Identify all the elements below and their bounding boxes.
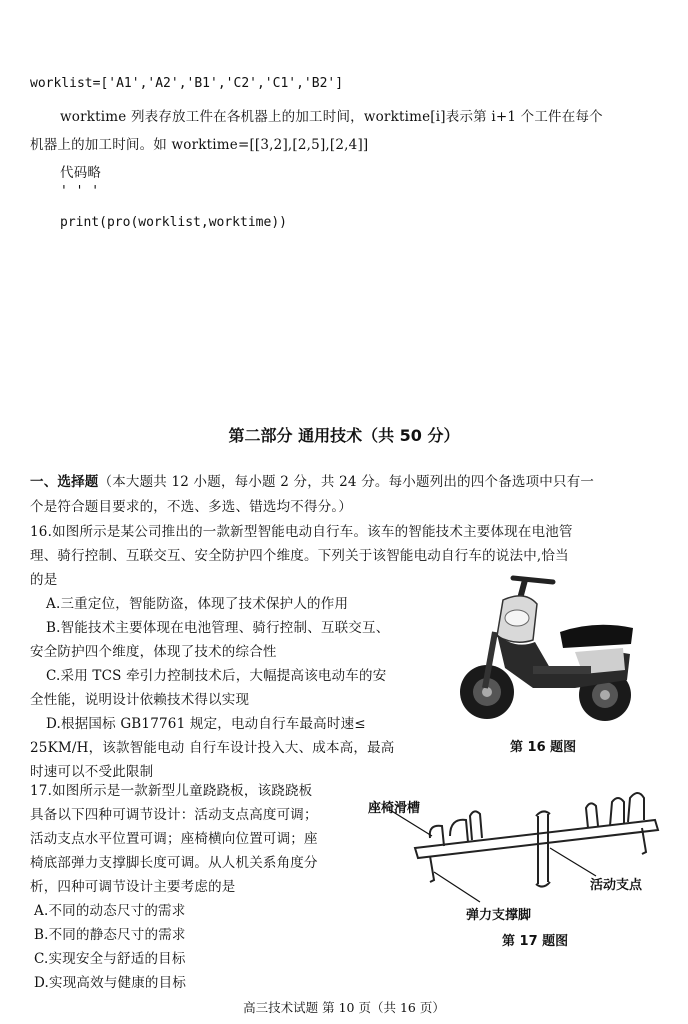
page-footer: 高三技术试题 第 10 页（共 16 页） <box>243 1000 445 1015</box>
q17-stem-line-4: 椅底部弹力支撑脚长度可调。从人机关系角度分 <box>30 855 318 871</box>
q16-option-c-line-2: 全性能，说明设计依赖技术得以实现 <box>30 692 250 708</box>
q17-stem-line-2: 具备以下四种可调节设计：活动支点高度可调； <box>30 807 318 823</box>
q17-stem-line-5: 析，四种可调节设计主要考虑的是 <box>30 879 236 895</box>
q16-option-d-line-2: 25KM/H，该款智能电动 自行车设计投入大、成本高，最高 <box>30 740 395 756</box>
q16-option-c-line-1: C.采用 TCS 牵引力控制技术后，大幅提高该电动车的安 <box>46 668 387 684</box>
q16-stem-line-1: 16.如图所示是某公司推出的一款新型智能电动自行车。该车的智能技术主要体现在电池管 <box>30 524 573 540</box>
q16-stem-line-3: 的是 <box>30 572 58 588</box>
q17-option-c: C.实现安全与舒适的目标 <box>34 951 186 967</box>
worktime-description-line-1: worktime 列表存放工件在各机器上的加工时间，worktime[i]表示第 i+1 个工件在每个 <box>60 109 603 125</box>
q16-stem-line-2: 理、骑行控制、互联交互、安全防护四个维度。下列关于该智能电动自行车的说法中,恰当 <box>30 548 569 564</box>
section-one-intro-line-2: 个是符合题目要求的，不选、多选、错选均不得分。） <box>30 499 353 515</box>
part-two-title: 第二部分 通用技术（共 50 分） <box>228 426 460 445</box>
q17-option-d: D.实现高效与健康的目标 <box>34 975 187 991</box>
q17-option-a: A.不同的动态尺寸的需求 <box>34 903 186 919</box>
q16-option-b-line-2: 安全防护四个维度，体现了技术的综合性 <box>30 644 277 660</box>
q16-figure-caption: 第 16 题图 <box>510 740 577 755</box>
q16-option-d-line-3: 时速可以不受此限制 <box>30 764 154 780</box>
code-print-line: print(pro(worklist,worktime)) <box>60 215 287 230</box>
label-spring-leg: 弹力支撑脚 <box>466 908 532 923</box>
section-one-intro-text: （本大题共 12 小题，每小题 2 分，共 24 分。每小题列出的四个备选项中只有一 <box>98 474 595 490</box>
code-quote-marks: ' ' ' <box>60 184 100 199</box>
q17-option-b: B.不同的静态尺寸的需求 <box>34 927 186 943</box>
q17-stem-line-1: 17.如图所示是一款新型儿童跷跷板，该跷跷板 <box>30 783 313 799</box>
label-pivot: 活动支点 <box>590 878 643 893</box>
code-worklist-line: worklist=['A1','A2','B1','C2','C1','B2'] <box>30 76 344 91</box>
code-omitted-text: 代码略 <box>60 165 102 181</box>
electric-scooter-image <box>455 570 655 730</box>
q16-option-a: A.三重定位，智能防盗，体现了技术保护人的作用 <box>46 596 349 612</box>
section-one-heading: 一、选择题 <box>30 474 99 490</box>
q16-option-b-line-1: B.智能技术主要体现在电池管理、骑行控制、互联交互、 <box>46 620 390 636</box>
q17-stem-line-3: 活动支点水平位置可调；座椅横向位置可调；座 <box>30 831 318 847</box>
q16-option-d-line-1: D.根据国标 GB17761 规定，电动自行车最高时速≤ <box>46 716 366 732</box>
label-seat-slot: 座椅滑槽 <box>368 801 421 816</box>
section-one-intro-line-1 <box>30 470 594 490</box>
worktime-description-line-2: 机器上的加工时间。如 worktime=[[3,2],[2,5],[2,4]] <box>30 137 369 153</box>
q17-figure-caption: 第 17 题图 <box>502 934 569 949</box>
